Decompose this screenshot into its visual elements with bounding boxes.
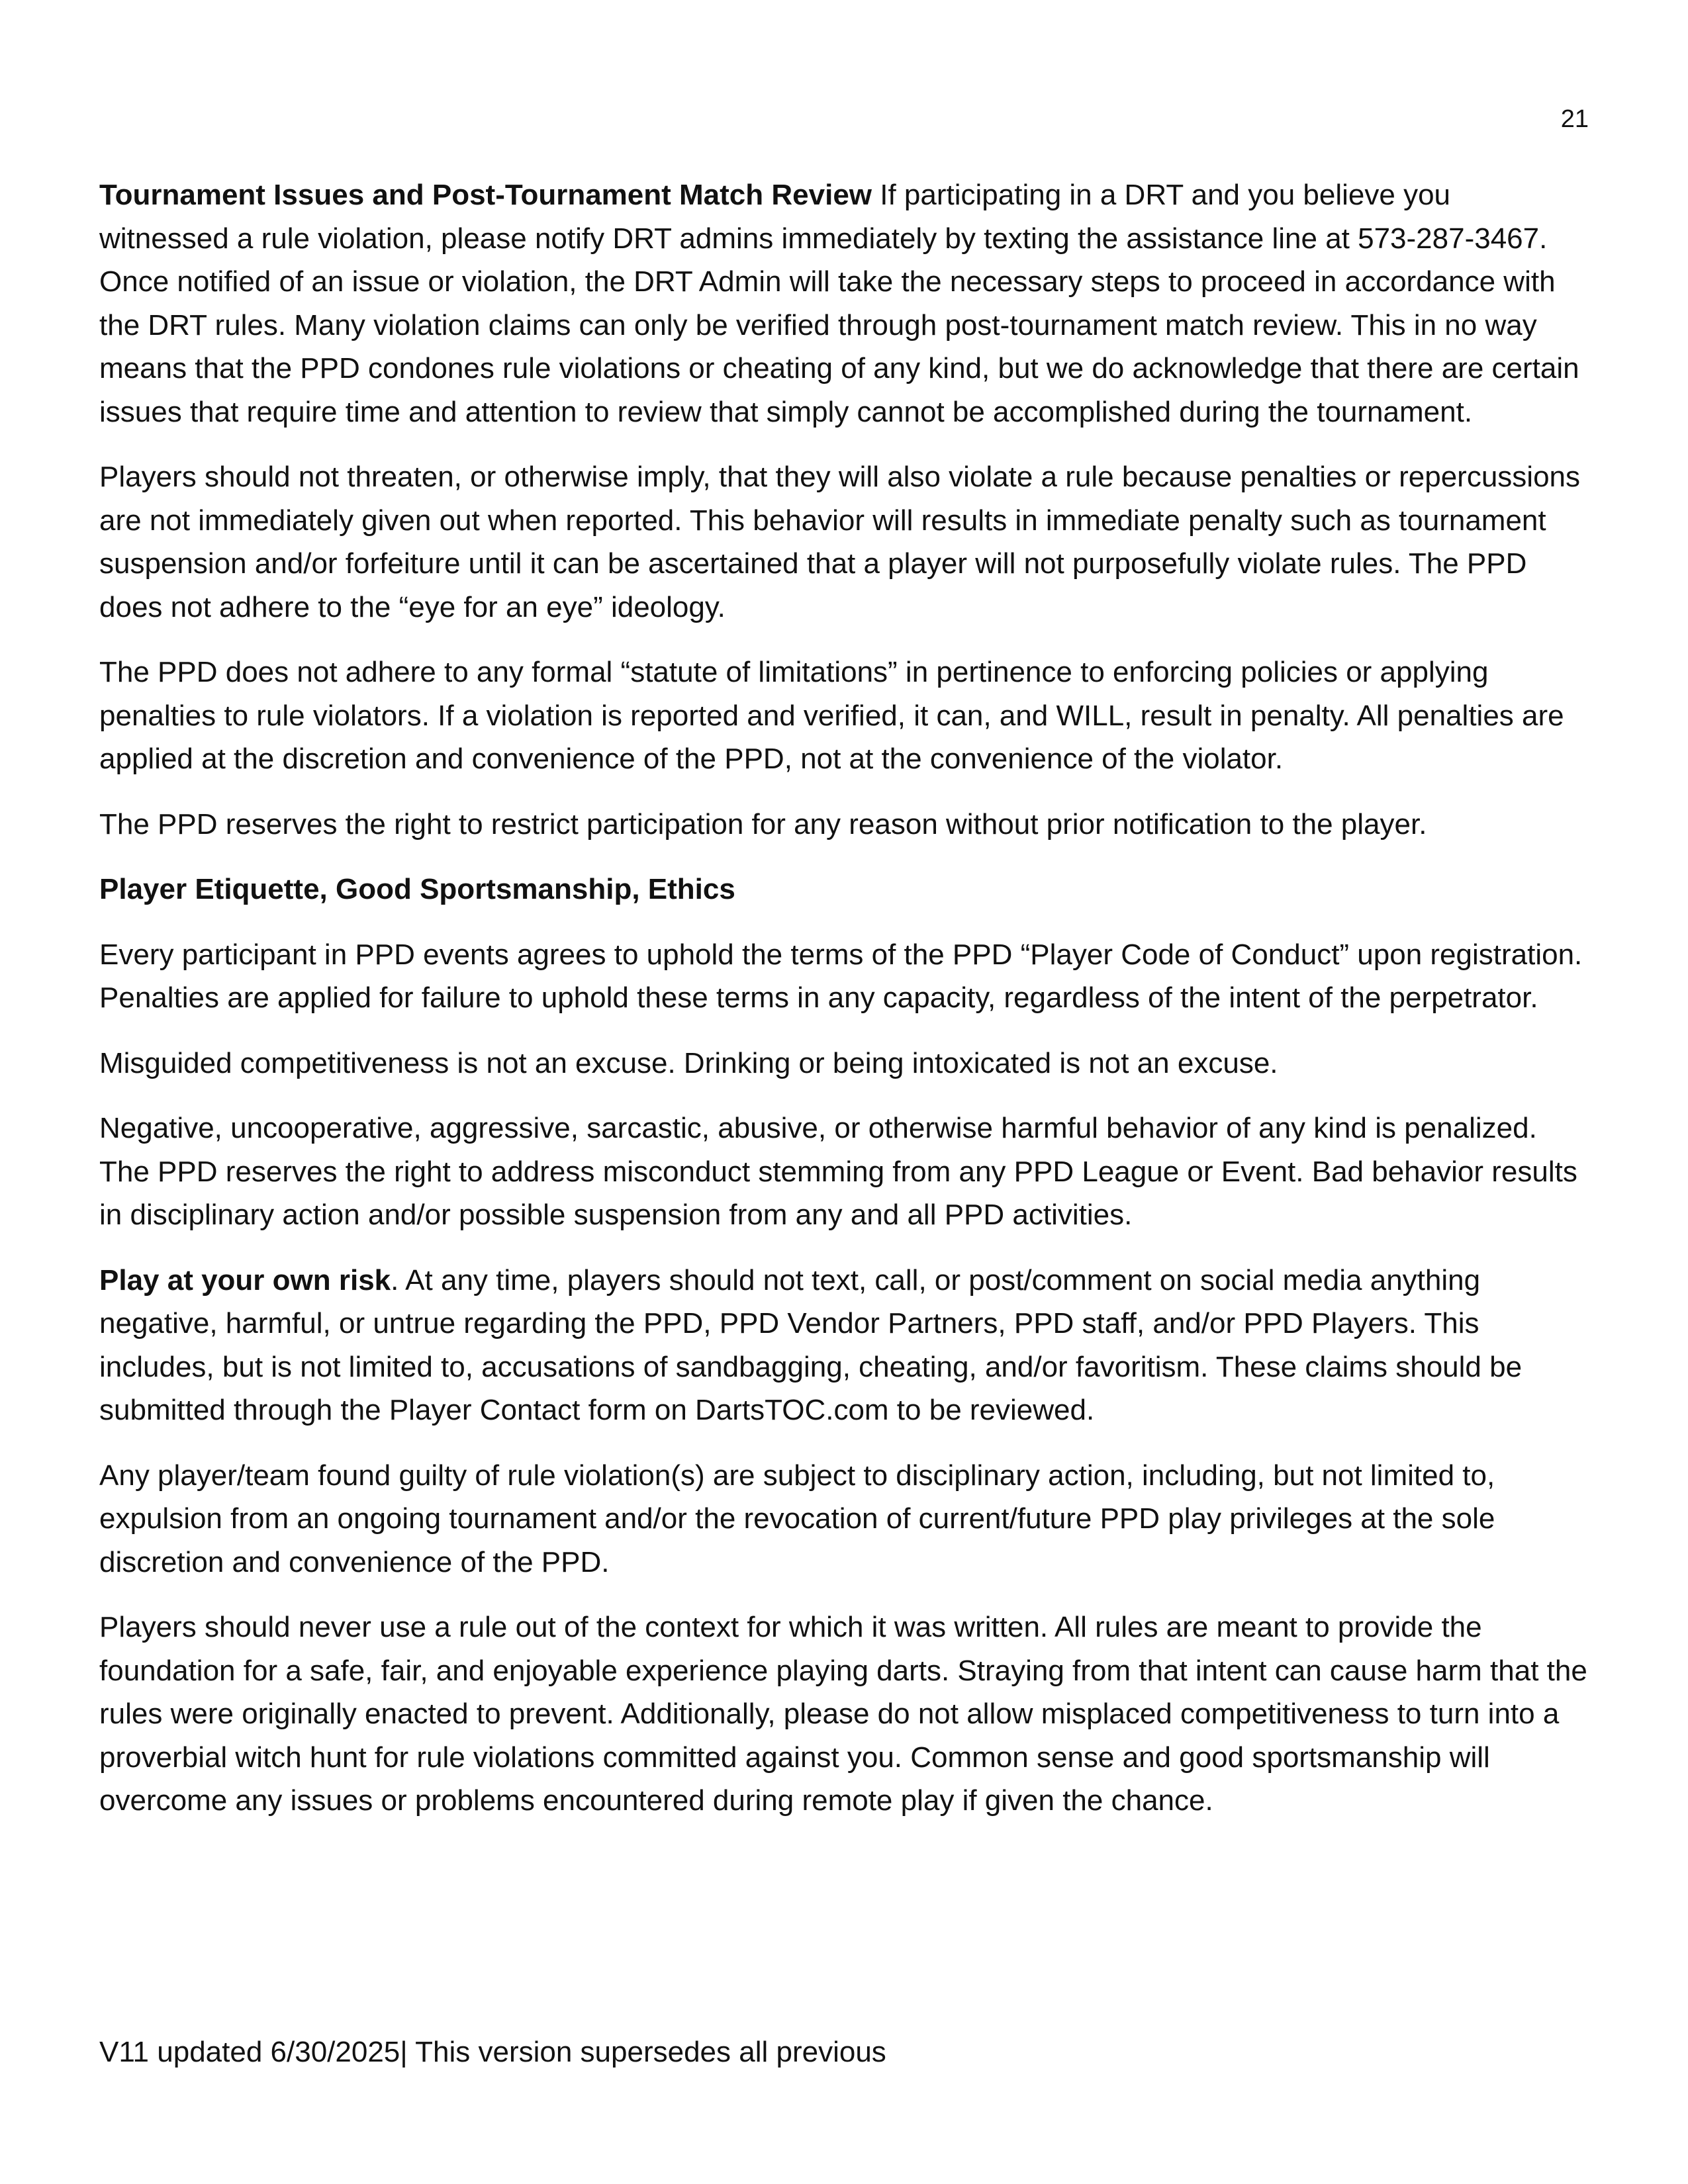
paragraph-lead-play-at-own-risk: Play at your own risk: [99, 1263, 391, 1297]
paragraph-text-tournament-issues: If participating in a DRT and you believe you witnessed a rule violation, please notify DRT admins immediately by texting the assistance line at 573-287-3467. Once notified of an issue or violation, the DRT Admin will take the necessary steps to proceed in accordance with the DRT rules. Many violation claims can only be verified through post-tournament match review. This in no way means that the PPD condones rule violations or cheating of any kind, but we do acknowledge that there are certain issues that require time and attention to review that simply cannot be accomplished during the tournament.: [99, 179, 1579, 428]
paragraph-lead-tournament-issues: Tournament Issues and Post-Tournament Match Review: [99, 179, 872, 211]
paragraph-play-at-own-risk: [99, 1259, 1587, 1432]
paragraph-text-play-at-own-risk: . At any time, players should not text, call, or post/comment on social media anything negative, harmful, or untrue regarding the PPD, PPD Vendor Partners, PPD staff, and/or PPD Players. This includes, but is not limited to, accusations of sandbagging, cheating, and/or favoritism. These claims should be submitted through the Player Contact form on DartsTOC.com to be reviewed.: [99, 1263, 1523, 1426]
paragraph-statute-of-limitations: The PPD does not adhere to any formal “statute of limitations” in pertinence to enforcing policies or applying penalties to rule violators. If a violation is reported and verified, it can, and WILL, result in penalty. All penalties are applied at the discretion and convenience of the PPD, not at the convenience of the violator.: [99, 656, 1564, 775]
paragraph-negative-behavior: Negative, uncooperative, aggressive, sarcastic, abusive, or otherwise harmful behavior of any kind is penalized. The PPD reserves the right to address misconduct stemming from any PPD League or Event. Bad behavior results in disciplinary action and/or possible suspension from any and all PPD activities.: [99, 1112, 1577, 1231]
paragraph-no-excuse: Misguided competitiveness is not an excuse. Drinking or being intoxicated is not an excuse.: [99, 1046, 1278, 1079]
paragraph-disciplinary-action: Any player/team found guilty of rule violation(s) are subject to disciplinary action, including, but not limited to, expulsion from an ongoing tournament and/or the revocation of current/future PPD play privileges at the sole discretion and convenience of the PPD.: [99, 1459, 1495, 1578]
paragraph-code-of-conduct: Every participant in PPD events agrees to uphold the terms of the PPD “Player Code of Conduct” upon registration. Penalties are applied for failure to uphold these terms in any capacity, regardless of the intent of the perpetrator.: [99, 938, 1583, 1014]
paragraph-no-threats: Players should not threaten, or otherwise imply, that they will also violate a rule because penalties or repercussions are not immediately given out when reported. This behavior will results in immediate penalty such as tournament suspension and/or forfeiture until it can be ascertained that a player will not purposefully violate rules. The PPD does not adhere to the “eye for an eye” ideology.: [99, 461, 1581, 623]
document-body: [99, 173, 1587, 1844]
page-number: 21: [1560, 105, 1589, 133]
paragraph-rule-context: Players should never use a rule out of the context for which it was written. All rules are meant to provide the foundation for a safe, fair, and enjoyable experience playing darts. Straying from that intent can cause harm that the rules were originally enacted to prevent. Additionally, please do not allow misplaced competitiveness to turn into a proverbial witch hunt for rule violations committed against you. Common sense and good sportsmanship will overcome any issues or problems encountered during remote play if given the chance.: [99, 1611, 1587, 1817]
version-footer: V11 updated 6/30/2025| This version supersedes all previous: [99, 2036, 886, 2068]
paragraph-restrict-participation: The PPD reserves the right to restrict participation for any reason without prior notification to the player.: [99, 807, 1427, 841]
section-heading-etiquette: Player Etiquette, Good Sportsmanship, Ethics: [99, 873, 735, 905]
paragraph-tournament-issues: [99, 173, 1587, 433]
